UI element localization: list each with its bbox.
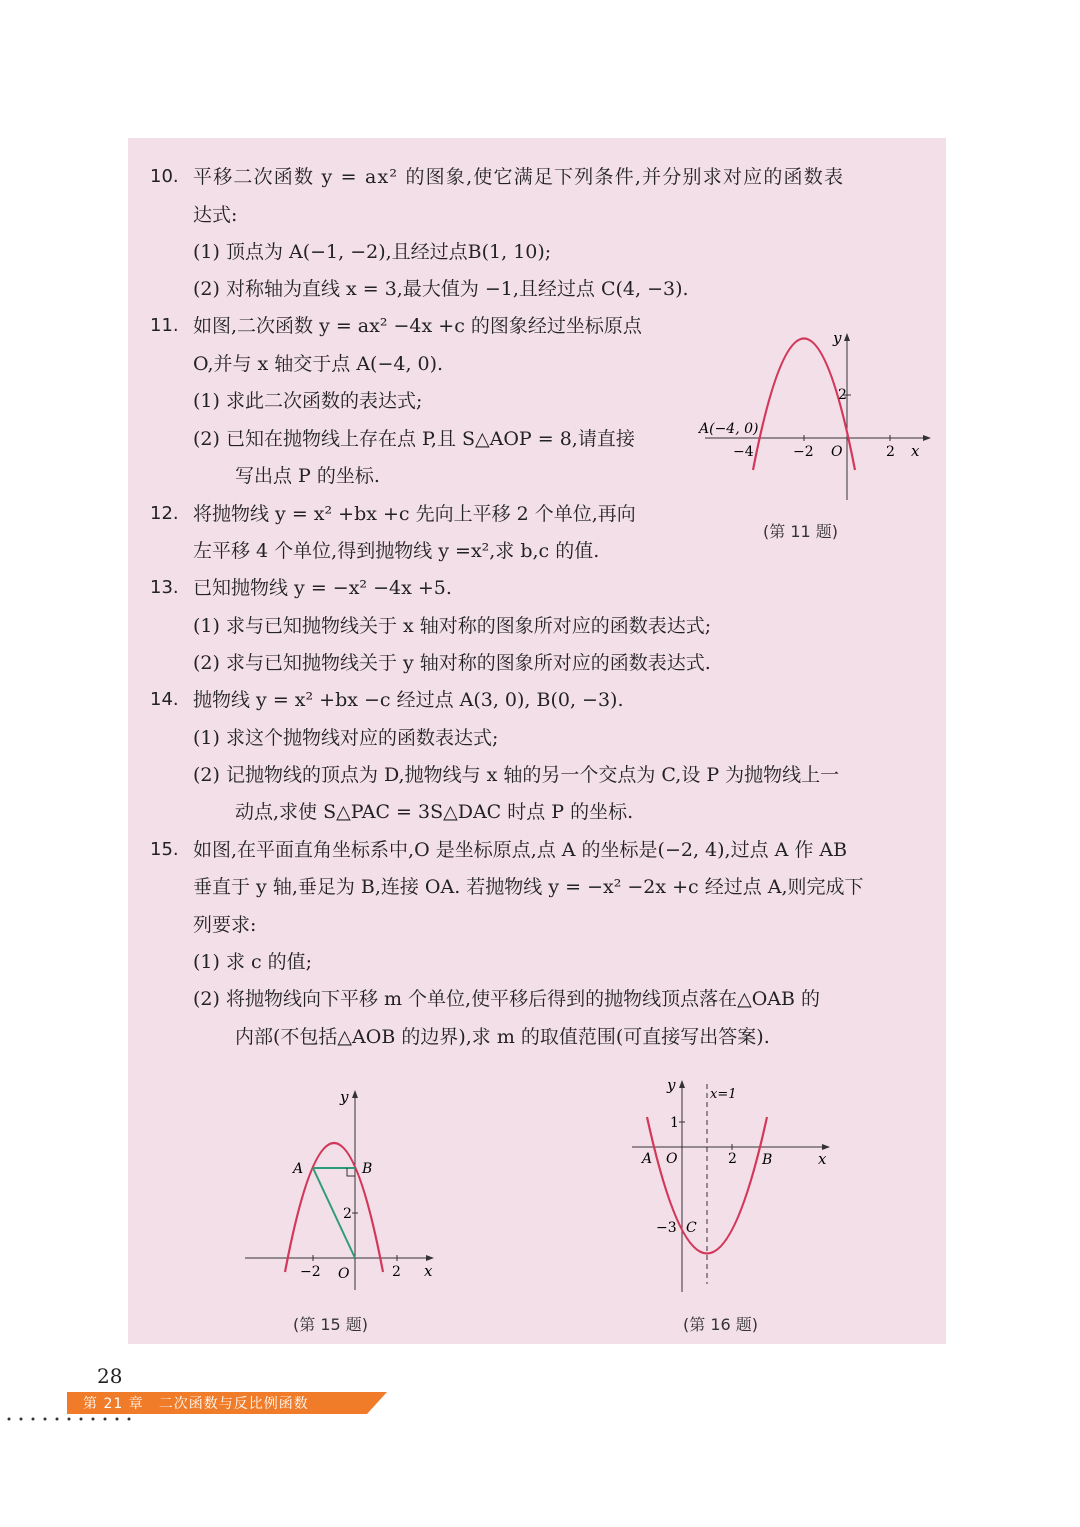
fig11-label-neg4: −4 — [733, 444, 754, 460]
fig16-label-O: O — [666, 1151, 678, 1167]
fig15-label-2: 2 — [392, 1264, 401, 1280]
problem-12-number: 12. — [150, 503, 179, 524]
fig11-x-arrow — [923, 435, 931, 441]
fig16-label-A: A — [642, 1151, 653, 1167]
problem-13-part-2: (2) 求与已知抛物线关于 y 轴对称的图象所对应的函数表达式. — [193, 652, 711, 674]
fig11-label-2: 2 — [886, 444, 895, 460]
problem-10-part-1: (1) 顶点为 A(−1, −2),且经过点B(1, 10); — [193, 241, 552, 263]
figure-11 — [695, 325, 935, 505]
fig11-label-O: O — [831, 444, 843, 460]
problem-15-part-1: (1) 求 c 的值; — [193, 951, 313, 973]
problem-15-line-1: 如图,在平面直角坐标系中,O 是坐标原点,点 A 的坐标是(−2, 4),过点 A 作 AB — [193, 839, 848, 861]
fig16-label-1: 1 — [670, 1115, 679, 1131]
problem-14-part-2: (2) 记抛物线的顶点为 D,抛物线与 x 轴的另一个交点为 C,设 P 为抛物线上一 — [193, 764, 840, 786]
fig11-y-arrow — [844, 333, 850, 341]
problem-14-part-2-cont: 动点,求使 S△PAC = 3S△DAC 时点 P 的坐标. — [235, 801, 634, 823]
fig16-y-arrow — [679, 1080, 685, 1088]
fig15-label-A: A — [293, 1161, 304, 1177]
fig15-label-x: x — [424, 1262, 433, 1280]
fig11-label-neg2: −2 — [793, 444, 814, 460]
fig15-label-y: y — [340, 1088, 349, 1106]
fig15-y-arrow — [352, 1090, 358, 1098]
fig11-label-A: A(−4, 0) — [699, 421, 759, 437]
fig16-label-neg3: −3 — [656, 1220, 677, 1236]
problem-15-line-2: 垂直于 y 轴,垂足为 B,连接 OA. 若抛物线 y = −x² −2x +c 经过点 A,则完成下 — [193, 876, 864, 898]
problem-15-number: 15. — [150, 839, 179, 860]
fig16-label-y: y — [667, 1076, 676, 1094]
figure-15 — [240, 1080, 450, 1300]
problem-10-number: 10. — [150, 166, 179, 187]
fig11-label-y: y — [833, 329, 842, 347]
figure-16 — [622, 1072, 842, 1302]
page-number: 28 — [97, 1364, 123, 1388]
problem-14-number: 14. — [150, 689, 179, 710]
problem-14-part-1: (1) 求这个抛物线对应的函数表达式; — [193, 727, 499, 749]
problem-11-part-1: (1) 求此二次函数的表达式; — [193, 390, 423, 412]
fig15-x-arrow — [426, 1255, 434, 1261]
problem-10-line-1: 平移二次函数 y = ax² 的图象,使它满足下列条件,并分别求对应的函数表 — [193, 166, 845, 188]
fig15-label-O: O — [338, 1266, 350, 1282]
fig15-label-ytwo: 2 — [343, 1206, 352, 1222]
problem-11-part-2: (2) 已知在抛物线上存在点 P,且 S△AOP = 8,请直接 — [193, 428, 635, 450]
fig16-label-2: 2 — [728, 1151, 737, 1167]
fig15-right-angle — [347, 1168, 355, 1176]
fig11-label-ytwo: 2 — [838, 387, 847, 403]
fig16-label-C: C — [686, 1220, 697, 1236]
problem-11-line-2: O,并与 x 轴交于点 A(−4, 0). — [193, 353, 444, 375]
figure-15-caption: (第 15 题) — [293, 1315, 369, 1334]
footer-dotted-rule — [6, 1416, 136, 1422]
fig16-label-B: B — [762, 1152, 773, 1168]
figure-11-caption: (第 11 题) — [763, 522, 839, 541]
problem-12-line-2: 左平移 4 个单位,得到抛物线 y =x²,求 b,c 的值. — [193, 540, 600, 562]
problem-15-part-2: (2) 将抛物线向下平移 m 个单位,使平移后得到的抛物线顶点落在△OAB 的 — [193, 988, 821, 1010]
problem-11-line-1: 如图,二次函数 y = ax² −4x +c 的图象经过坐标原点 — [193, 315, 642, 337]
fig15-label-B: B — [362, 1161, 373, 1177]
problem-12-line-1: 将抛物线 y = x² +bx +c 先向上平移 2 个单位,再向 — [193, 503, 636, 525]
figure-16-caption: (第 16 题) — [683, 1315, 759, 1334]
fig16-label-x: x — [818, 1150, 827, 1168]
problem-11-number: 11. — [150, 315, 179, 336]
problem-15-line-3: 列要求: — [193, 914, 257, 936]
fig15-label-neg2: −2 — [300, 1264, 321, 1280]
problem-13-line-1: 已知抛物线 y = −x² −4x +5. — [193, 577, 452, 599]
problem-13-part-1: (1) 求与已知抛物线关于 x 轴对称的图象所对应的函数表达式; — [193, 615, 712, 637]
chapter-title: 第 21 章 二次函数与反比例函数 — [83, 1396, 309, 1412]
fig11-label-x: x — [911, 442, 920, 460]
problem-15-part-2-cont: 内部(不包括△AOB 的边界),求 m 的取值范围(可直接写出答案). — [235, 1026, 770, 1048]
problem-11-part-2-cont: 写出点 P 的坐标. — [235, 465, 380, 487]
fig16-label-axis: x=1 — [710, 1087, 737, 1102]
problem-10-part-2: (2) 对称轴为直线 x = 3,最大值为 −1,且经过点 C(4, −3). — [193, 278, 689, 300]
problem-14-line-1: 抛物线 y = x² +bx −c 经过点 A(3, 0), B(0, −3). — [193, 689, 624, 711]
problem-10-line-2: 达式: — [193, 204, 238, 226]
problem-13-number: 13. — [150, 577, 179, 598]
